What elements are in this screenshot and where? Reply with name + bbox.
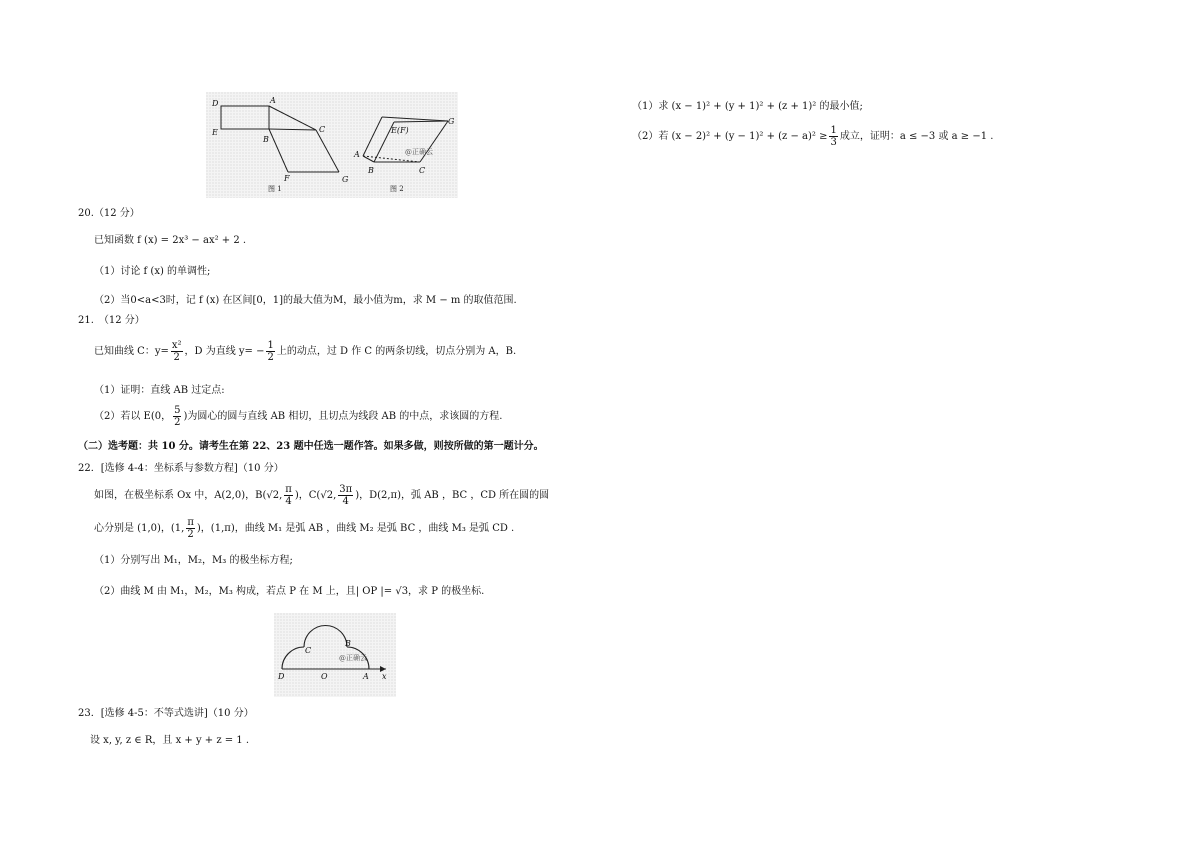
label-EF: E(F) (391, 126, 409, 135)
q23-part2 (632, 125, 993, 148)
q22-line1-a: 如图，在极坐标系 Ox 中，A(2,0)，B(√2, (94, 490, 283, 501)
label-x: x (382, 672, 387, 681)
q21-stem-a: 已知曲线 C：y= (94, 346, 169, 357)
fraction-denominator: 3 (830, 137, 837, 148)
watermark-text: @正确云 (339, 654, 367, 662)
q20-stem: 已知函数 f (x) = 2x³ − ax² + 2 . (94, 235, 247, 246)
fraction-numerator: π (285, 484, 292, 495)
q23-stem: 设 x, y, z ∈ R，且 x + y + z = 1 . (90, 735, 250, 746)
fraction-pi-over-4 (284, 484, 293, 507)
label-C2: C (419, 166, 426, 175)
section-optional-heading: （二）选考题：共 10 分。请考生在第 22、23 题中任选一题作答。如果多做，则按所做的第一题计分。 (78, 441, 544, 452)
fraction-numerator: 5 (174, 405, 181, 416)
q21-stem (94, 340, 516, 363)
label-G2: G (448, 117, 455, 126)
figure-background (206, 92, 458, 198)
fraction-numerator: 3π (339, 484, 353, 495)
watermark-text: @正确云 (405, 148, 433, 156)
fraction-5-over-2 (173, 405, 181, 428)
label-G: G (342, 175, 349, 184)
fraction-1-over-3 (829, 125, 837, 148)
q21-part2 (94, 405, 502, 428)
q22-line1-c: )，D(2,π)，弧 AB ，BC ，CD 所在圆的圆 (355, 490, 550, 501)
q22-line2 (94, 517, 514, 540)
fraction-denominator: 2 (187, 529, 194, 540)
q20-part2: （2）当0<a<3时，记 f (x) 在区间[0，1]的最大值为M，最小值为m，求 M − m 的取值范围. (94, 295, 517, 306)
q23-part1: （1）求 (x − 1)² + (y + 1)² + (z + 1)² 的最小值; (632, 101, 863, 112)
q21-header: 21. （12 分） (78, 315, 145, 326)
fraction-denominator: 4 (285, 496, 292, 507)
q23-header: 23．[选修 4-5：不等式选讲]（10 分） (78, 708, 254, 719)
q21-part2-b: )为圆心的圆与直线 AB 相切，且切点为线段 AB 的中点，求该圆的方程. (183, 411, 503, 422)
fraction-3pi-over-4 (338, 484, 353, 507)
q22-header: 22．[选修 4-4：坐标系与参数方程]（10 分） (78, 463, 284, 474)
polar-figure (274, 613, 396, 697)
fraction-numerator: 1 (267, 340, 274, 351)
fraction-numerator: 1 (830, 125, 837, 136)
label-E: E (212, 128, 218, 137)
label-O: O (321, 672, 328, 681)
q21-stem-b: ，D 为直线 y= − (184, 346, 265, 357)
q23-part2-a: （2）若 (x − 2)² + (y − 1)² + (z − a)² ≥ (632, 131, 828, 142)
polar-figure-svg (274, 613, 396, 697)
q21-part1: （1）证明：直线 AB 过定点: (94, 385, 225, 396)
label-D: D (278, 672, 285, 681)
figure-2-caption: 图 2 (390, 185, 404, 193)
fraction-pi-over-2 (186, 517, 195, 540)
label-B: B (345, 639, 351, 648)
q22-line2-a: 心分别是 (1,0)，(1, (94, 523, 185, 534)
fraction-numerator: π (187, 517, 194, 528)
label-C: C (319, 125, 326, 134)
fraction-denominator: 4 (342, 496, 349, 507)
fraction-denominator: 2 (173, 352, 180, 363)
geometry-figure-svg (206, 92, 458, 198)
q20-header: 20.（12 分） (78, 208, 140, 219)
label-A: A (363, 672, 369, 681)
fraction-1-over-2 (266, 340, 274, 363)
q21-part2-a: （2）若以 E(0， (94, 411, 172, 422)
q23-part2-b: 成立，证明：a ≤ −3 或 a ≥ −1 . (839, 131, 994, 142)
q20-part1: （1）讨论 f (x) 的单调性; (94, 266, 211, 277)
fraction-denominator: 2 (174, 417, 181, 428)
q21-stem-c: 上的动点，过 D 作 C 的两条切线，切点分别为 A，B. (276, 346, 517, 357)
fraction-numerator: x² (171, 340, 182, 351)
label-C: C (305, 646, 312, 655)
label-F: F (284, 174, 290, 183)
label-A2: A (354, 150, 360, 159)
q22-part2: （2）曲线 M 由 M₁，M₂，M₃ 构成，若点 P 在 M 上，且| OP |= √3，求 P 的极坐标. (94, 586, 485, 597)
label-D: D (212, 99, 219, 108)
fraction-denominator: 2 (267, 352, 274, 363)
geometry-figures (206, 92, 458, 198)
label-A: A (270, 96, 276, 105)
fraction-x2-over-2 (171, 340, 183, 363)
label-B: B (263, 135, 269, 144)
q22-line1-b: )，C(√2, (294, 490, 337, 501)
label-B2: B (368, 166, 374, 175)
q22-line2-b: )，(1,π)，曲线 M₁ 是弧 AB ，曲线 M₂ 是弧 BC ，曲线 M₃ 是弧 CD . (196, 523, 515, 534)
figure-background (274, 613, 396, 697)
q22-part1: （1）分别写出 M₁，M₂，M₃ 的极坐标方程; (94, 555, 293, 566)
q22-line1 (94, 484, 549, 507)
figure-1-caption: 图 1 (268, 185, 282, 193)
